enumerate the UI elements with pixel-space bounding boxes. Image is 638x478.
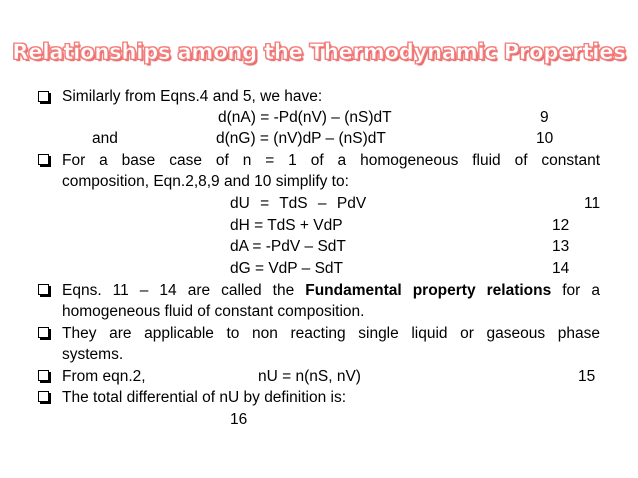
equation-16-number: 16 [230,411,248,428]
bullet-2-line-2: composition, Eqn.2,8,9 and 10 simplify to: [62,173,349,190]
hollow-square-bullet-icon [37,284,50,297]
equation-10-number: 10 [536,130,554,147]
bullet-6-text: The total differential of nU by definition is: [62,389,347,406]
bullet-4-line-1: They are applicable to non reacting single liquid or gaseous phase [62,325,600,342]
fundamental-property-relations: Fundamental property relations [305,282,552,299]
bullet-5-text: From eqn.2, [62,368,146,385]
equation-12-number: 12 [552,217,570,234]
equation-15: nU = n(nS, nV) [258,368,361,385]
slide-title: Relationships among the Thermodynamic Properties [12,40,626,64]
bullet-3-post: for a [551,282,600,299]
bullet-1-text: Similarly from Eqns.4 and 5, we have: [62,88,323,105]
hollow-square-bullet-icon [37,154,50,167]
hollow-square-bullet-icon [37,370,50,383]
hollow-square-bullet-icon [37,391,50,404]
equation-9-number: 9 [540,109,549,126]
equation-11-number: 11 [584,195,601,212]
hollow-square-bullet-icon [37,91,50,104]
equation-13: dA = -PdV – SdT [230,238,346,255]
bullet-3-pre: Eqns. 11 – 14 are called the [62,282,306,299]
bullet-2-line-1: For a base case of n = 1 of a homogeneous fluid of constant [62,152,600,169]
equation-11: dU = TdS – PdV [230,195,367,212]
equation-13-number: 13 [552,238,570,255]
bullet-4-line-2: systems. [62,346,124,363]
equation-14-number: 14 [552,260,570,277]
equation-15-number: 15 [578,368,596,385]
hollow-square-bullet-icon [37,327,50,340]
equation-14: dG = VdP – SdT [230,260,344,277]
and-label: and [92,130,118,147]
bullet-3-line-1 [62,281,600,301]
equation-9: d(nA) = -Pd(nV) – (nS)dT [218,109,392,126]
equation-10: d(nG) = (nV)dP – (nS)dT [216,130,386,147]
bullet-3-line-2: homogeneous fluid of constant composition. [62,303,365,320]
equation-12: dH = TdS + VdP [230,217,343,234]
